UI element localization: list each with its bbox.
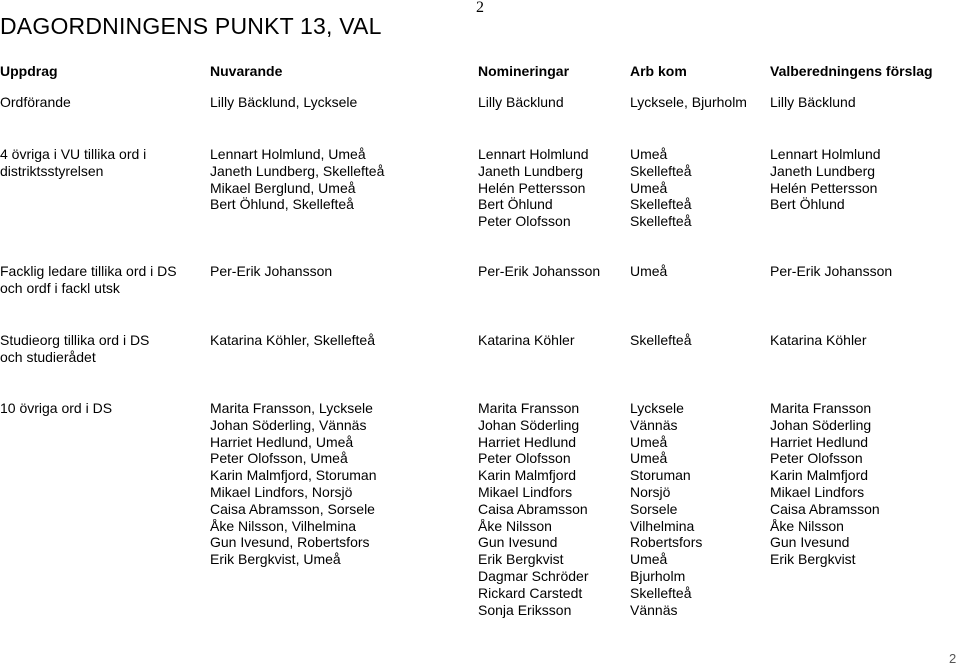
cell-arb-kom: [630, 94, 747, 111]
cell-line: Marita Fransson: [770, 400, 872, 416]
cell-line: Karin Malmfjord, Storuman: [210, 467, 377, 484]
cell-line: Caisa Abramsson: [478, 500, 588, 517]
cell-line: Karin Malmfjord: [478, 467, 577, 484]
cell-forslag: [770, 263, 892, 280]
cell-line: Lilly Bäcklund: [770, 94, 856, 110]
cell-line: 4 övriga i VU tillika ord i: [0, 146, 147, 162]
cell-line: Katarina Köhler: [478, 332, 575, 348]
cell-line: Marita Fransson, Lycksele: [210, 400, 373, 416]
cell-arb-kom: [630, 146, 691, 230]
cell-line: Bert Öhlund, Skellefteå: [210, 196, 354, 213]
cell-line: Umeå: [630, 263, 668, 279]
cell-line: Facklig ledare tillika ord i DS: [0, 263, 177, 279]
cell-forslag: [770, 94, 856, 111]
cell-line: Bert Öhlund: [770, 196, 845, 213]
cell-line: Umeå: [630, 450, 668, 467]
cell-nomineringar: [478, 332, 575, 349]
cell-uppdrag: [0, 400, 112, 417]
cell-line: Erik Bergkvist: [478, 551, 564, 568]
cell-line: Caisa Abramsson, Sorsele: [210, 500, 375, 517]
cell-line: Ordförande: [0, 94, 71, 110]
cell-line: Caisa Abramsson: [770, 500, 880, 517]
cell-line: Studieorg tillika ord i DS: [0, 332, 150, 348]
cell-line: Gun Ivesund, Robertsfors: [210, 534, 370, 551]
cell-line: Johan Söderling: [478, 416, 580, 433]
header-uppdrag: Uppdrag: [0, 63, 58, 79]
cell-line: Lennart Holmlund, Umeå: [210, 146, 366, 162]
cell-line: Norsjö: [630, 483, 671, 500]
cell-forslag: [770, 400, 880, 568]
cell-line: Per-Erik Johansson: [770, 263, 893, 279]
cell-line: Mikael Berglund, Umeå: [210, 179, 356, 196]
cell-line: Peter Olofsson: [770, 450, 863, 467]
cell-line: Peter Olofsson, Umeå: [210, 450, 348, 467]
cell-nomineringar: [478, 146, 589, 230]
cell-forslag: [770, 332, 867, 349]
cell-line: distriktsstyrelsen: [0, 162, 104, 179]
cell-line: Vännäs: [630, 601, 678, 618]
cell-line: Umeå: [630, 179, 668, 196]
cell-arb-kom: [630, 400, 702, 618]
cell-line: Skellefteå: [630, 196, 692, 213]
header-nomineringar: Nomineringar: [478, 63, 570, 79]
cell-uppdrag: [0, 332, 149, 366]
page-title: DAGORDNINGENS PUNKT 13, VAL: [0, 13, 382, 39]
cell-line: Harriet Hedlund: [770, 433, 869, 450]
cell-line: Helén Pettersson: [478, 179, 586, 196]
cell-line: Helén Pettersson: [770, 179, 878, 196]
cell-line: Sorsele: [630, 500, 678, 517]
cell-line: och studierådet: [0, 348, 96, 365]
cell-line: Dagmar Schröder: [478, 567, 589, 584]
cell-nuvarande: [210, 332, 375, 349]
cell-nuvarande: [210, 263, 332, 280]
cell-line: Skellefteå: [630, 332, 692, 348]
cell-line: Peter Olofsson: [478, 213, 571, 230]
cell-line: Skellefteå: [630, 584, 692, 601]
header-nuvarande: Nuvarande: [210, 63, 283, 79]
cell-line: Johan Söderling, Vännäs: [210, 416, 367, 433]
cell-line: Peter Olofsson: [478, 450, 571, 467]
cell-line: Umeå: [630, 551, 668, 568]
cell-line: Umeå: [630, 433, 668, 450]
cell-line: Marita Fransson: [478, 400, 580, 416]
cell-line: Lycksele, Bjurholm: [630, 94, 747, 110]
cell-line: Lilly Bäcklund: [478, 94, 564, 110]
cell-line: Skellefteå: [630, 162, 692, 179]
cell-line: Åke Nilsson, Vilhelmina: [210, 517, 357, 534]
cell-nomineringar: [478, 94, 564, 111]
cell-nuvarande: [210, 146, 384, 213]
cell-line: Katarina Köhler, Skellefteå: [210, 332, 375, 348]
cell-line: Lennart Holmlund: [770, 146, 881, 162]
cell-line: Umeå: [630, 146, 668, 162]
cell-line: Harriet Hedlund: [478, 433, 577, 450]
cell-nomineringar: [478, 263, 600, 280]
cell-line: Lilly Bäcklund, Lycksele: [210, 94, 358, 110]
cell-line: Åke Nilsson: [478, 517, 552, 534]
header-arb-kom: Arb kom: [630, 63, 687, 79]
cell-line: Janeth Lundberg: [478, 162, 584, 179]
cell-line: Mikael Lindfors: [770, 483, 865, 500]
cell-line: Lycksele: [630, 400, 684, 416]
cell-arb-kom: [630, 332, 691, 349]
cell-line: Lennart Holmlund: [478, 146, 589, 162]
cell-line: Vilhelmina: [630, 517, 695, 534]
cell-nuvarande: [210, 94, 357, 111]
cell-line: Per-Erik Johansson: [210, 263, 333, 279]
cell-line: Skellefteå: [630, 213, 692, 230]
cell-uppdrag: [0, 263, 177, 297]
cell-line: Katarina Köhler: [770, 332, 867, 348]
cell-line: Gun Ivesund: [770, 534, 850, 551]
header-valberedningens-forslag: Valberedningens förslag: [770, 63, 933, 79]
cell-line: Per-Erik Johansson: [478, 263, 601, 279]
cell-line: Erik Bergkvist: [770, 551, 856, 568]
cell-line: Robertsfors: [630, 534, 703, 551]
cell-line: Janeth Lundberg: [770, 162, 876, 179]
cell-line: och ordf i fackl utsk: [0, 279, 120, 296]
cell-line: Sonja Eriksson: [478, 601, 572, 618]
page-number-bottom: 2: [949, 651, 957, 666]
cell-line: Storuman: [630, 467, 691, 484]
cell-line: Vännäs: [630, 416, 678, 433]
cell-arb-kom: [630, 263, 667, 280]
page-number-top: 2: [476, 0, 484, 16]
cell-line: Mikael Lindfors: [478, 483, 573, 500]
cell-uppdrag: [0, 94, 71, 111]
cell-uppdrag: [0, 146, 146, 180]
cell-line: Karin Malmfjord: [770, 467, 869, 484]
cell-line: Åke Nilsson: [770, 517, 844, 534]
cell-nuvarande: [210, 400, 377, 568]
cell-line: Erik Bergkvist, Umeå: [210, 551, 341, 568]
cell-forslag: [770, 146, 881, 213]
cell-line: Janeth Lundberg, Skellefteå: [210, 162, 385, 179]
cell-line: Bjurholm: [630, 567, 686, 584]
cell-line: Harriet Hedlund, Umeå: [210, 433, 354, 450]
cell-line: Johan Söderling: [770, 416, 872, 433]
cell-line: Bert Öhlund: [478, 196, 553, 213]
cell-nomineringar: [478, 400, 589, 618]
cell-line: Gun Ivesund: [478, 534, 558, 551]
cell-line: Mikael Lindfors, Norsjö: [210, 483, 353, 500]
cell-line: 10 övriga ord i DS: [0, 400, 113, 416]
cell-line: Rickard Carstedt: [478, 584, 583, 601]
